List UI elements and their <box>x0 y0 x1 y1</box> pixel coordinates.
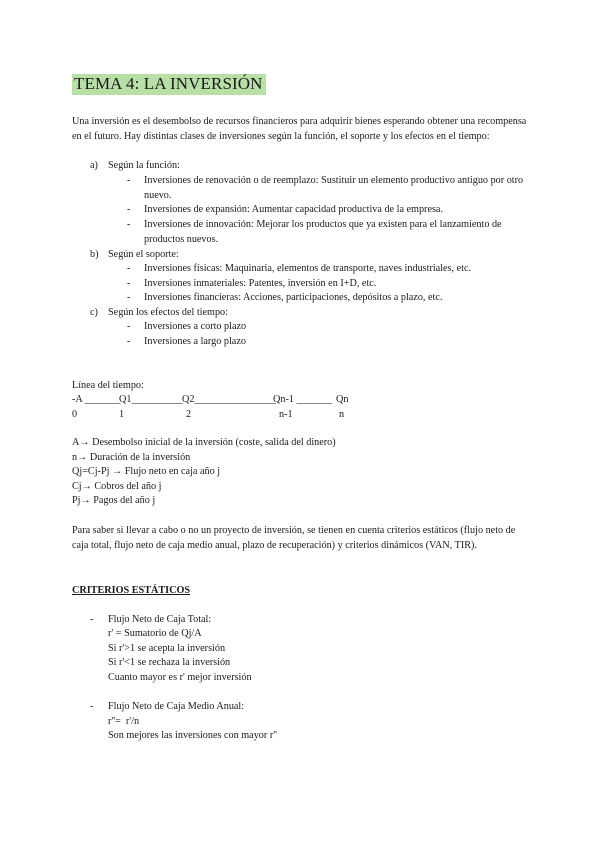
bullet-dash: - <box>90 614 94 625</box>
group-marker-a: a) <box>90 160 98 171</box>
timeline-row2-cell: 0 <box>72 409 78 420</box>
criterion-line: r''= r'/n <box>108 716 140 727</box>
definition-line: A→ Desembolso inicial de la inversión (coste, salida del dinero) <box>72 437 336 448</box>
list-item: Inversiones a largo plazo <box>144 336 246 347</box>
bullet-dash: - <box>127 321 131 332</box>
criterion-line: Cuanto mayor es r' mejor inversión <box>108 672 252 683</box>
timeline-row2-cell: n-1 <box>279 409 293 420</box>
timeline-row2-cell: 2 <box>186 409 192 420</box>
criterion-line: r' = Sumatorio de Qj/A <box>108 628 202 639</box>
list-item: Inversiones de renovación o de reemplazo: Sustituir un elemento productivo antiguo por otro nuevo. <box>144 175 524 201</box>
group-marker-b: b) <box>90 249 99 260</box>
timeline-row1-cell: Qn <box>336 394 349 405</box>
criteria-paragraph: Para saber si llevar a cabo o no un proyecto de inversión, se tienen en cuenta criterios estáticos (flujo neto de caja total, flujo neto de caja medio anual, plazo de recuperación) y criterios dinámicos (VAN, TIR). <box>72 525 516 551</box>
group-label-funcion: Según la función: <box>108 160 180 171</box>
list-item: Inversiones de expansión: Aumentar capacidad productiva de la empresa. <box>144 204 444 215</box>
bullet-dash: - <box>127 175 131 186</box>
criterion-line: Si r'<1 se rechaza la inversión <box>108 657 231 668</box>
criterion-title: Flujo Neto de Caja Medio Anual: <box>108 701 245 712</box>
bullet-dash: - <box>127 336 131 347</box>
list-item: Inversiones financieras: Acciones, participaciones, depósitos a plazo, etc. <box>144 292 443 303</box>
list-item: Inversiones inmateriales: Patentes, inversión en I+D, etc. <box>144 278 377 289</box>
group-marker-c: c) <box>90 307 98 318</box>
bullet-dash: - <box>127 204 131 215</box>
timeline-row1-cell: Q2________________ <box>182 394 276 405</box>
timeline-row1-cell: -A _______ <box>72 394 121 405</box>
list-item: Inversiones físicas: Maquinaria, elementos de transporte, naves industriales, etc. <box>144 263 472 274</box>
bullet-dash: - <box>127 278 131 289</box>
definition-line: Pj→ Pagos del año j <box>72 495 156 506</box>
group-label-soporte: Según el soporte: <box>108 249 179 260</box>
timeline-row2-cell: n <box>339 409 345 420</box>
section-title: CRITERIOS ESTÁTICOS <box>72 585 191 596</box>
timeline-row1-cell: Qn-1 _______ <box>273 394 333 405</box>
intro-paragraph: Una inversión es el desembolso de recursos financieros para adquirir bienes esperando obtener una recompensa en el futuro. Hay distintas clases de inversiones según la función, el soporte y los efectos en el tiempo: <box>72 116 527 142</box>
bullet-dash: - <box>127 292 131 303</box>
list-item: Inversiones a corto plazo <box>144 321 247 332</box>
timeline-row2-cell: 1 <box>119 409 125 420</box>
criterion-title: Flujo Neto de Caja Total: <box>108 614 212 625</box>
bullet-dash: - <box>90 701 94 712</box>
criterion-line: Son mejores las inversiones con mayor r'' <box>108 730 277 741</box>
bullet-dash: - <box>127 263 131 274</box>
definition-line: Cj→ Cobros del año j <box>72 481 162 492</box>
criterion-line: Si r'>1 se acepta la inversión <box>108 643 226 654</box>
list-item: Inversiones de innovación: Mejorar los productos que ya existen para el lanzamiento de productos nuevos. <box>144 219 502 245</box>
timeline-heading: Línea del tiempo: <box>72 380 144 391</box>
page-title: TEMA 4: LA INVERSIÓN <box>72 74 266 95</box>
group-label-tiempo: Según los efectos del tiempo: <box>108 307 228 318</box>
timeline-row1-cell: Q1__________ <box>119 394 183 405</box>
definition-line: Qj=Cj-Pj → Flujo neto en caja año j <box>72 466 221 477</box>
bullet-dash: - <box>127 219 131 230</box>
definition-line: n→ Duración de la inversión <box>72 452 191 463</box>
